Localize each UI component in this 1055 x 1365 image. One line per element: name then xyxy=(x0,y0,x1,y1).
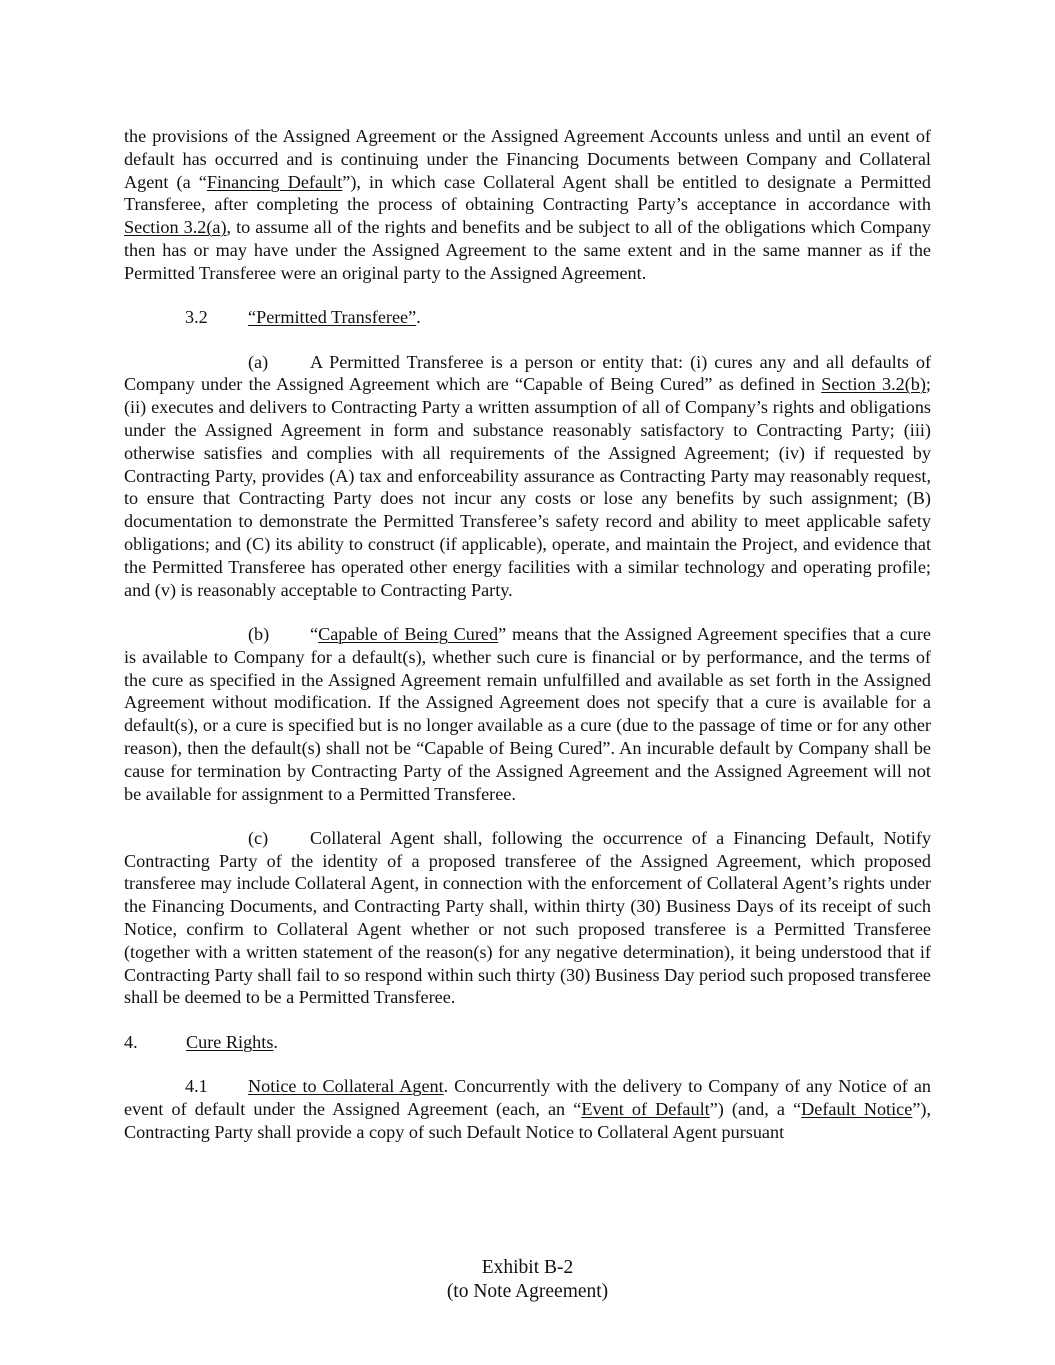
section-3-2c xyxy=(124,827,931,1009)
clause-label: (a) xyxy=(248,351,269,372)
section-number: 3.2 xyxy=(185,307,208,328)
text: “ xyxy=(310,623,319,644)
page-footer xyxy=(0,1256,1055,1304)
section-number: 4.1 xyxy=(185,1076,208,1097)
text: . xyxy=(273,1031,278,1052)
section-3-2-heading xyxy=(124,306,931,329)
text: . xyxy=(416,307,421,328)
section-3-2a xyxy=(124,351,931,602)
text: Collateral Agent shall, following the occurrence of a Financing Default, Notify Contracting Party of the identity of a proposed transferee of the Assigned Agreement, which proposed transferee may include Collateral Agent, in connection with the enforcement of Collateral Agent’s rights under the Financing Documents, and Contracting Party shall, within thirty (30) Business Days of its receipt of such Notice, confirm to Collateral Agent whether or not such proposed transferee is a Permitted Transferee (together with a written statement of the reason(s) for any negative determination), it being understood that if Contracting Party shall fail to so respond within such thirty (30) Business Day period such proposed transferee shall be deemed to be a Permitted Transferee. xyxy=(124,827,931,1008)
text: ”), Contracting Party shall provide a copy of such Default Notice to Collateral Agent pursuant xyxy=(124,1099,931,1142)
section-number: 4. xyxy=(124,1031,138,1052)
cross-reference-section-3-2b: Section 3.2(b) xyxy=(821,374,926,395)
text: , to assume all of the rights and benefits and be subject to all of the obligations which Company then has or may have under the Assigned Agreement to the same extent and in the same manner as if the Permitted Transferee were an original party to the Assigned Agreement. xyxy=(124,217,932,283)
defined-term-financing-default: Financing Default xyxy=(206,171,343,192)
clause-label: (c) xyxy=(248,827,269,848)
text: the provisions of the Assigned Agreement or the Assigned Agreement Accounts unless and until an event of default has occurred and is continuing under the Financing Documents between Company and Collateral Agent (a “ xyxy=(124,126,931,192)
document-body xyxy=(124,125,931,1144)
section-title: Notice to Collateral Agent xyxy=(248,1076,444,1097)
defined-term-capable-of-being-cured: Capable of Being Cured xyxy=(318,623,499,644)
text: ; (ii) executes and delivers to Contracting Party a written assumption of all of Company’s rights and obligations under the Assigned Agreement in form and substance reasonably satisfactory to Contracting Party; (iii) otherwise satisfies and complies with all requirements of the Assigned Agreement; (iv) if requested by Contracting Party, provides (A) tax and enforceability assurance as Contracting Party may reasonably request, to ensure that Contracting Party does not incur any costs or lose any benefits by such assignment; (B) documentation to demonstrate the Permitted Transferee’s safety record and ability to meet applicable safety obligations; and (C) its ability to construct (if applicable), operate, and maintain the Project, and evidence that the Permitted Transferee has operated other energy facilities with a similar technology and operating profile; and (v) is reasonably acceptable to Contracting Party. xyxy=(124,374,931,600)
section-4-heading xyxy=(124,1031,931,1054)
text: A Permitted Transferee is a person or entity that: (i) cures any and all defaults of Company under the Assigned Agreement which are “Capable of Being Cured” as defined in xyxy=(124,351,931,395)
text: ”), in which case Collateral Agent shall be entitled to designate a Permitted Transferee, after completing the process of obtaining Contracting Party’s acceptance in accordance with xyxy=(124,171,931,215)
section-title: Cure Rights xyxy=(186,1031,274,1052)
section-title: “Permitted Transferee” xyxy=(248,307,417,328)
clause-label: (b) xyxy=(248,623,270,644)
text: ”) (and, a “ xyxy=(709,1099,802,1120)
section-4-1 xyxy=(124,1075,931,1143)
defined-term-event-of-default: Event of Default xyxy=(581,1099,710,1120)
text: . Concurrently with the delivery to Company of any Notice of an event of default under the Assigned Agreement (each, an “ xyxy=(124,1076,931,1120)
footer-exhibit-label: Exhibit B-2 xyxy=(481,1257,574,1278)
section-3-2b xyxy=(124,623,931,805)
cross-reference-section-3-2a: Section 3.2(a) xyxy=(124,217,227,238)
text: ” means that the Assigned Agreement specifies that a cure is available to Company for a default(s), whether such cure is financial or by performance, and the terms of the cure as specified in the Assigned Agreement remain unfulfilled and available as set forth in the Assigned Agreement without modification. If the Assigned Agreement does not specify that a cure is available for a default(s), or a cure is specified but is no longer available as a cure (due to the passage of time or for any other reason), then the default(s) shall not be “Capable of Being Cured”. An incurable default by Company shall be cause for termination by Contracting Party of the Assigned Agreement and the Assigned Agreement will not be available for assignment to a Permitted Transferee. xyxy=(124,623,931,804)
defined-term-default-notice: Default Notice xyxy=(801,1099,913,1120)
paragraph-intro xyxy=(124,125,931,285)
footer-exhibit-subtitle: (to Note Agreement) xyxy=(446,1281,609,1302)
